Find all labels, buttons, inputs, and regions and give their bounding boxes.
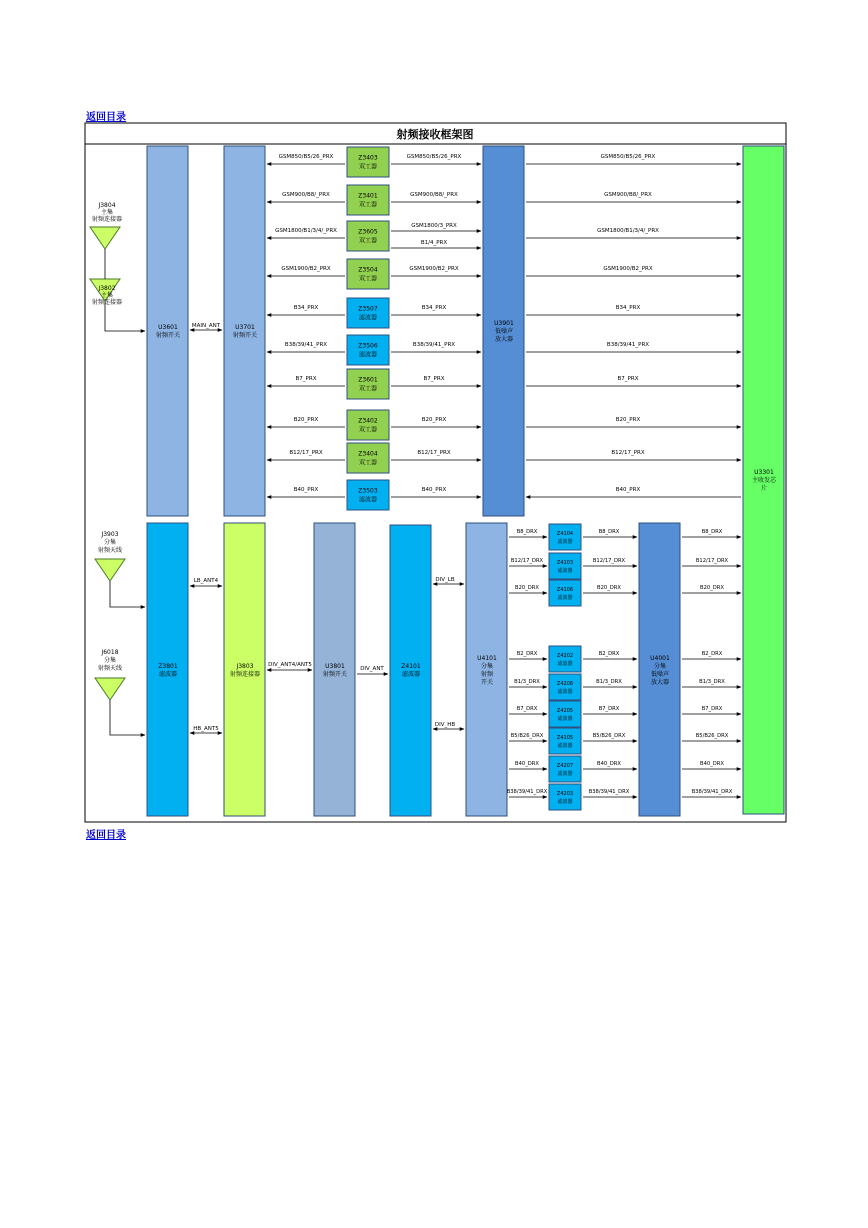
label-b-z4105: B5/B26_DRX [592,733,626,739]
label-j3802-line-2: 射频连接器 [91,299,123,307]
label-a-z4206: B1/3_DRX [514,679,540,685]
label-right-b-z3605: B1/4_PRX [420,240,448,246]
label-z3401-line-1: 双工器 [358,201,378,209]
label-u3701-line-0: U3701 [235,324,255,332]
filter-z3402 [347,410,389,440]
label-u3601-line-0: U3601 [158,324,178,332]
filter-z3507 [347,298,389,328]
label-left-z3503: B40_PRX [293,487,319,493]
label-a-z4105: B5/B26_DRX [510,733,544,739]
label-j6018-line-1: 分集 [103,657,117,665]
label-j3803-line-0: J3803 [236,663,254,671]
label-right-z3402: B20_PRX [421,417,447,423]
label-left-z3504: GSM1900/B2_PRX [281,266,331,272]
diagram-title: 射频接收框架图 [396,128,474,141]
label-left-z3404: B12/17_PRX [289,450,323,456]
label-z4106-line-0: Z4106 [556,586,574,593]
label-out-z3605: GSM1800/B1/3/4/_PRX [597,228,659,234]
label-z4206-line-0: Z4206 [556,680,574,687]
label-z4106-line-1: 滤波器 [557,594,573,601]
filter-z4206 [549,674,581,700]
label-b-z4103: B12/17_DRX [592,558,626,564]
label-u3301-line-1: 主收发芯 [751,477,777,485]
label-u3901-line-0: U3901 [494,320,514,328]
label-right-z3503: B40_PRX [421,487,447,493]
label-j3803-line-1: 射频连接器 [229,671,261,679]
label-right-z3504: GSM1900/B2_PRX [409,266,459,272]
label-out-z3503: B40_PRX [615,487,641,493]
filter-z3503 [347,480,389,510]
label-c-z4205: B7_DRX [701,706,723,712]
label-out-z3507: B34_PRX [615,305,641,311]
filter-z3506 [347,335,389,365]
label-c-z4206: B1/3_DRX [699,679,725,685]
label-z3506-line-0: Z3506 [358,342,378,350]
label-b-z4106: B20_DRX [597,585,621,591]
label-z3403-line-0: Z3403 [358,154,378,162]
label-lb-ant4: LB_ANT4 [193,578,219,584]
label-z3507-line-1: 滤波器 [358,314,378,322]
label-out-z3404: B12/17_PRX [611,450,645,456]
filter-z3403 [347,147,389,177]
label-a-z4207: B40_DRX [515,761,539,767]
label-u3801-line-1: 射频开关 [322,671,348,679]
label-z4207-line-0: Z4207 [556,762,574,769]
label-out-z3403: GSM850/B5/26_PRX [600,154,656,160]
label-out-z3506: B38/39/41_PRX [606,342,650,348]
label-j6018-line-2: 射频天线 [97,665,123,673]
label-c-z4105: B5/B26_DRX [695,733,729,739]
back-to-toc-link-bottom[interactable]: 返回目录 [86,830,126,841]
label-left-z3402: B20_PRX [293,417,319,423]
label-out-z3402: B20_PRX [615,417,641,423]
label-b-z4205: B7_DRX [598,706,620,712]
label-hb-ant5: HB_ANT5 [193,726,219,732]
label-u4101-line-0: U4101 [477,655,497,663]
label-z4104-line-0: Z4104 [556,530,574,537]
label-z3601-line-1: 双工器 [358,385,378,393]
label-z4203-line-0: Z4203 [556,790,574,797]
label-main-ant: MAIN_ANT [191,323,221,329]
label-div-ant45: DIV_ANT4/ANT5 [268,662,312,668]
label-u3601-line-1: 射频开关 [155,332,181,340]
label-u4101-line-1: 分集 [480,663,494,671]
filter-z3401 [347,185,389,215]
label-div-hb: DIV_HB [434,722,456,728]
label-z3404-line-0: Z3404 [358,450,378,458]
label-z4105-line-1: 滤波器 [557,742,573,749]
label-z4101-line-0: Z4101 [401,663,421,671]
filter-z4207 [549,756,581,782]
antenna-j6018-icon [95,678,125,700]
filter-z4104 [549,524,581,550]
label-a-z4203: B38/39/41_DRX [506,789,548,795]
filter-z4103 [549,553,581,579]
label-z4103-line-1: 滤波器 [557,567,573,574]
label-c-z4106: B20_DRX [700,585,724,591]
antenna-j3804-icon [90,227,120,249]
label-c-z4207: B40_DRX [700,761,724,767]
label-u4101-line-2: 射频 [480,671,494,679]
filter-z4105 [549,728,581,754]
wire-j6018-z3801 [110,700,145,735]
label-out-z3601: B7_PRX [617,376,639,382]
label-z3605-line-1: 双工器 [358,237,378,245]
label-z3605-line-0: Z3605 [358,228,378,236]
label-z4101-line-1: 滤波器 [401,671,421,679]
label-j3802-line-0: J3802 [98,285,116,293]
label-b-z4203: B38/39/41_DRX [588,789,630,795]
label-u4001-line-1: 分集 [653,663,667,671]
label-b-z4207: B40_DRX [597,761,621,767]
label-left-z3401: GSM900/B8/_PRX [282,192,330,198]
label-right-z3506: B38/39/41_PRX [412,342,456,348]
label-z3402-line-1: 双工器 [358,426,378,434]
label-right-z3507: B34_PRX [421,305,447,311]
wire-j3903-z3801 [110,581,145,607]
label-div-ant: DIV_ANT [360,666,384,672]
label-z4207-line-1: 滤波器 [557,770,573,777]
label-z3402-line-0: Z3402 [358,417,378,425]
label-div-lb: DIV_LB [435,577,455,583]
label-u3701-line-1: 射频开关 [232,332,258,340]
label-c-z4202: B2_DRX [701,651,723,657]
label-a-z4106: B20_DRX [515,585,539,591]
back-to-toc-link-top[interactable]: 返回目录 [86,112,126,123]
label-j3903-line-0: J3903 [101,531,119,539]
label-z3503-line-0: Z3503 [358,487,378,495]
label-u3901-line-2: 放大器 [494,336,514,344]
label-z3404-line-1: 双工器 [358,459,378,467]
label-u4001-line-2: 低噪声 [650,671,670,679]
filter-z4202 [549,646,581,672]
label-out-z3504: GSM1900/B2_PRX [603,266,653,272]
label-c-z4104: B8_DRX [701,529,723,535]
label-out-z3401: GSM900/B8/_PRX [604,192,652,198]
label-j3903-line-2: 射频天线 [97,547,123,555]
label-right-a-z3605: GSM1800/3_PRX [411,223,457,229]
label-z4206-line-1: 滤波器 [557,688,573,695]
label-b-z4202: B2_DRX [598,651,620,657]
label-j3804-line-2: 射频连接器 [91,216,123,224]
label-j3804-line-1: 主集 [100,209,114,217]
label-a-z4103: B12/17_DRX [510,558,544,564]
label-j3903-line-1: 分集 [103,539,117,547]
label-left-z3507: B34_PRX [293,305,319,311]
label-z3601-line-0: Z3601 [358,376,378,384]
label-z4202-line-0: Z4202 [556,652,574,659]
label-b-z4104: B8_DRX [598,529,620,535]
label-z3503-line-1: 滤波器 [358,496,378,504]
label-u3801-line-0: U3801 [325,663,345,671]
label-c-z4103: B12/17_DRX [695,558,729,564]
label-u3901-line-1: 低噪声 [494,328,514,336]
label-a-z4205: B7_DRX [516,706,538,712]
label-z4104-line-1: 滤波器 [557,538,573,545]
label-u3301-line-0: U3301 [754,469,774,477]
label-z3504-line-0: Z3504 [358,266,378,274]
label-left-z3601: B7_PRX [295,376,317,382]
label-a-z4202: B2_DRX [516,651,538,657]
filter-z3605 [347,221,389,251]
label-z4105-line-0: Z4105 [556,734,574,741]
label-u3301-line-2: 片 [760,485,768,493]
filter-z4106 [549,580,581,606]
label-z3506-line-1: 滤波器 [358,351,378,359]
label-z3403-line-1: 双工器 [358,163,378,171]
antenna-j3903-icon [95,559,125,581]
label-z3504-line-1: 双工器 [358,275,378,283]
label-z4205-line-1: 滤波器 [557,715,573,722]
label-z4205-line-0: Z4205 [556,707,574,714]
label-z4202-line-1: 滤波器 [557,660,573,667]
filter-z3504 [347,259,389,289]
label-u4101-line-3: 开关 [480,679,494,687]
label-u4001-line-0: U4001 [650,655,670,663]
label-right-z3403: GSM850/B5/26_PRX [406,154,462,160]
label-j3802-line-1: 主集 [100,292,114,300]
label-z3801-line-1: 滤波器 [158,671,178,679]
label-z3507-line-0: Z3507 [358,305,378,313]
label-j3804-line-0: J3804 [98,202,116,210]
filter-z4203 [549,784,581,810]
label-z4203-line-1: 滤波器 [557,798,573,805]
filter-z3601 [347,369,389,399]
label-j6018-line-0: J6018 [101,649,119,657]
filter-z4205 [549,701,581,727]
label-left-z3506: B38/39/41_PRX [284,342,328,348]
label-z3801-line-0: Z3801 [158,663,178,671]
label-right-z3401: GSM900/B8/_PRX [410,192,458,198]
label-a-z4104: B8_DRX [516,529,538,535]
filter-z3404 [347,443,389,473]
label-left-z3403: GSM850/B5/26_PRX [278,154,334,160]
label-right-z3404: B12/17_PRX [417,450,451,456]
label-left-z3605: GSM1800/B1/3/4/_PRX [275,228,337,234]
label-right-z3601: B7_PRX [423,376,445,382]
label-u4001-line-3: 放大器 [650,679,670,687]
label-b-z4206: B1/3_DRX [596,679,622,685]
label-z4103-line-0: Z4103 [556,559,574,566]
label-c-z4203: B38/39/41_DRX [691,789,733,795]
label-z3401-line-0: Z3401 [358,192,378,200]
